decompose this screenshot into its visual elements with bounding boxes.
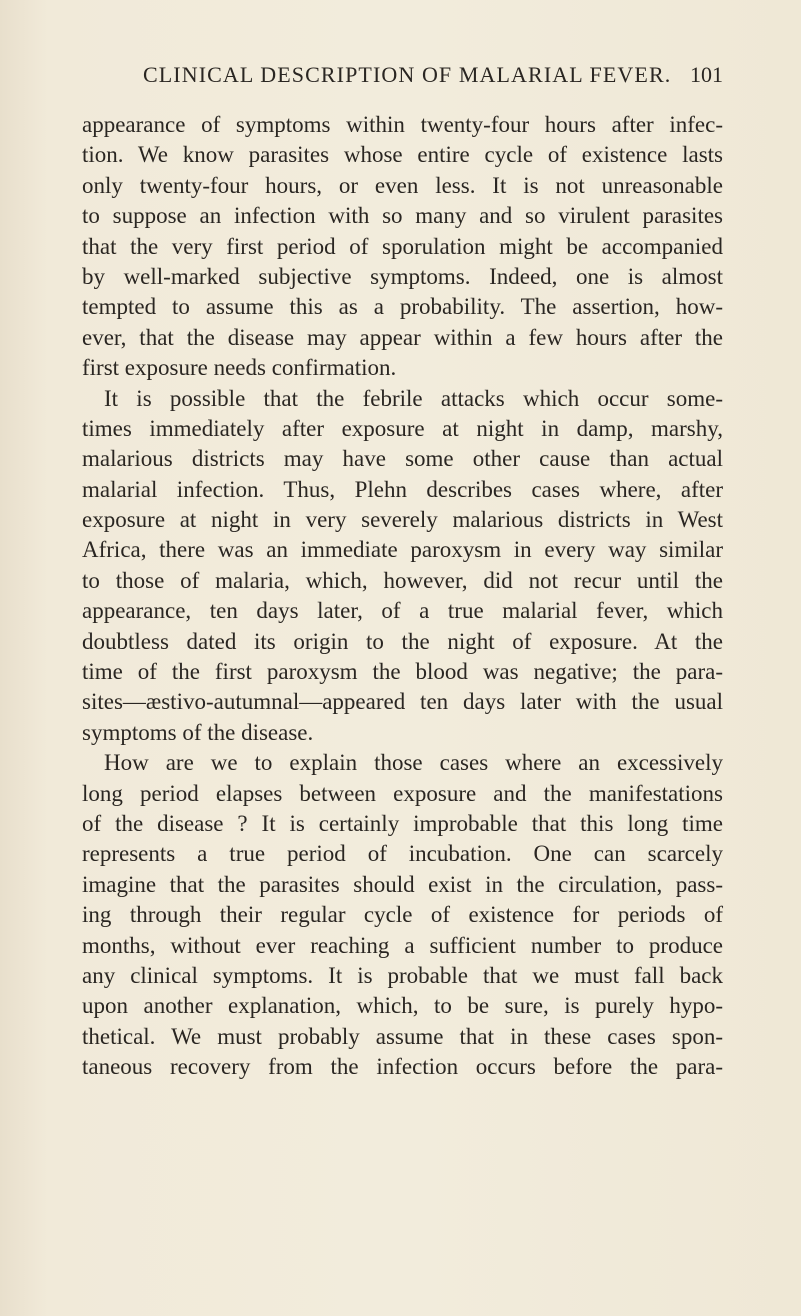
text-line: tion. We know parasites whose entire cycle of existence lasts	[82, 142, 723, 168]
text-line: to suppose an infection with so many and so virulent parasites	[82, 203, 723, 229]
text-line: represents a true period of incubation. One can scarcely	[82, 841, 723, 867]
text-line: months, without ever reaching a sufficient number to produce	[82, 932, 723, 958]
text-line: taneous recovery from the infection occurs before the para-	[82, 1054, 723, 1080]
text-line: to those of malaria, which, however, did not recur until the	[82, 567, 723, 593]
text-line: by well-marked subjective symptoms. Indeed, one is almost	[82, 263, 723, 289]
text-line: long period elapses between exposure and the manifestations	[82, 780, 723, 806]
text-line: sites—æstivo-autumnal—appeared ten days later with the usual	[82, 689, 723, 715]
text-line: ever, that the disease may appear within a few hours after the	[82, 324, 723, 350]
text-line: ing through their regular cycle of existence for periods of	[82, 902, 723, 928]
text-line: exposure at night in very severely malarious districts in West	[82, 507, 723, 533]
running-head: CLINICAL DESCRIPTION OF MALARIAL FEVER.	[143, 62, 672, 87]
text-line: upon another explanation, which, to be sure, is purely hypo-	[82, 993, 723, 1019]
page-header	[143, 62, 723, 96]
text-line: first exposure needs confirmation.	[82, 355, 397, 381]
text-line: doubtless dated its origin to the night of exposure. At the	[82, 628, 723, 654]
text-line: appearance of symptoms within twenty-four hours after infec-	[82, 112, 723, 137]
text-line: that the very first period of sporulation might be accompanied	[82, 233, 723, 259]
text-line: How are we to explain those cases where an excessively	[104, 750, 723, 776]
text-line: imagine that the parasites should exist in the circulation, pass-	[82, 871, 723, 897]
text-line: Africa, there was an immediate paroxysm in every way similar	[82, 537, 723, 563]
text-line: any clinical symptoms. It is probable that we must fall back	[82, 962, 723, 988]
body-text	[82, 110, 723, 1083]
text-line: times immediately after exposure at night in damp, marshy,	[82, 415, 723, 441]
text-line: symptoms of the disease.	[82, 719, 314, 745]
text-line: time of the first paroxysm the blood was negative; the para-	[82, 659, 723, 685]
text-line: It is possible that the febrile attacks which occur some-	[104, 385, 723, 411]
page-number: 101	[690, 62, 723, 87]
text-line: thetical. We must probably assume that in these cases spon-	[82, 1023, 723, 1049]
text-line: only twenty-four hours, or even less. It is not unreasonable	[82, 172, 723, 198]
text-line: tempted to assume this as a probability. The assertion, how-	[82, 294, 723, 320]
text-line: malarial infection. Thus, Plehn describes cases where, after	[82, 476, 723, 502]
text-line: appearance, ten days later, of a true malarial fever, which	[82, 598, 723, 624]
text-line: of the disease ? It is certainly improbable that this long time	[82, 810, 723, 836]
text-line: malarious districts may have some other cause than actual	[82, 446, 723, 472]
